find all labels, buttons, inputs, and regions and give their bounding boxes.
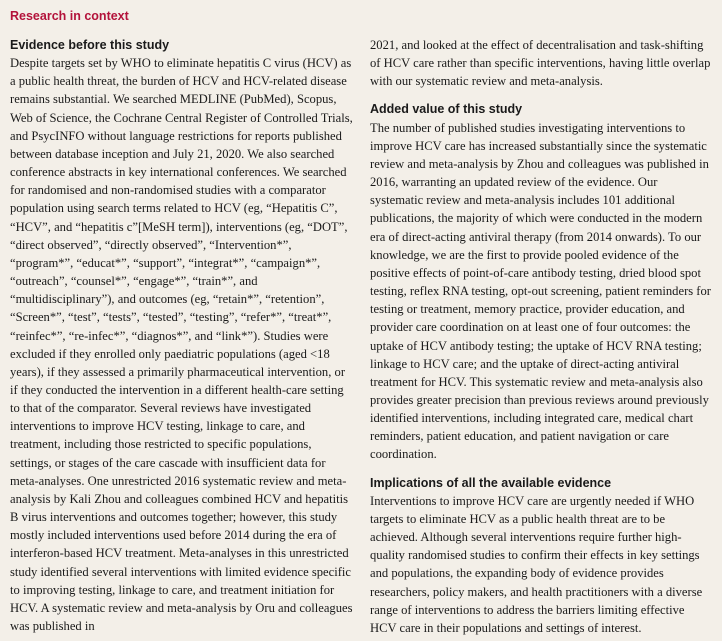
evidence-before-heading: Evidence before this study [10,38,170,52]
section-spacer [370,464,712,474]
implications-text: Interventions to improve HCV care are urgently needed if WHO targets to eliminate HCV as a public health threat are to be achieved. Although several interventions require further high-quality randomised studies to confirm their effects in key settings and populations, the expanding body of evidence provides researchers, policy makers, and health practitioners with a diverse range of interventions to address the barriers limiting effective HCV care in their populations and settings of interest. [370,493,703,635]
evidence-before-text: Despite targets set by WHO to eliminate hepatitis C virus (HCV) as a public health threat, the burden of HCV and HCV-related disease remains substantial. We searched MEDLINE (PubMed), Scopus, Web of Science, the Cochrane Central Register of Controlled Trials, and PsycINFO without language restrictions for reports published between database inception and July 21, 2020. We also searched conference abstracts in key international conferences. We searched for randomised and non-randomised studies with a comparator population using search terms related to HCV (eg, “Hepatitis C”, “HCV”, and “hepatitis c”[MeSH term]), interventions (eg, “DOT”, “direct observed”, “directly observed”, “Intervention*”, “program*”, “educat*”, “support”, “integrat*”, “campaign*”, “outreach”, “counsel*”, “engage*”, “train*”, and “multidisciplinary”), and outcomes (eg, “retain*”, “retention”, “Screen*”, “test”, “tests”, “tested”, “testing”, “refer*”, “treat*”, “reinfec*”, “re-infec*”, “diagnos*”, and “link*”). Studies were excluded if they enrolled only paediatric populations (aged <18 years), if they assessed a primarily pharmaceutical intervention, or if they conducted the intervention in a different health-care setting to that of the comparator. Several reviews have investigated interventions to improve HCV testing, linkage to care, and treatment, including those restricted to specific populations, settings, or stages of the care cascade with insufficient data for meta-analyses. One unrestricted 2016 systematic review and meta-analysis by Kali Zhou and colleagues combined HCV and hepatitis B virus interventions and outcomes together; however, this study mostly included interventions used before 2014 during the era of interferon-based HCV treatment. Meta-analyses in this unrestricted study identified several interventions with limited evidence specific to improving testing, linkage to care, and treatment initiation for HCV. A systematic review and meta-analysis by Oru and colleagues was published in [10,56,353,633]
implications-heading: Implications of all the available evidence [370,475,612,490]
added-value-text: The number of published studies investigating interventions to improve HCV care has increased substantially since the systematic review and meta-analysis by Zhou and colleagues was published in 2016, warranting an updated review of the evidence. Our systematic review and meta-analysis includes 101 additional publications, the majority of which were conducted in the modern era of direct-acting antiviral therapy (from 2014 onwards). To our knowledge, we are the first to provide pooled evidence of the positive effects of point-of-care antibody testing, dried blood spot testing, reflex RNA testing, opt-out screening, patient reminders for testing or treatment, memory practice, provider education, and provider care coordination on at least one of four outcomes: the uptake of HCV antibody testing; the uptake of HCV RNA testing; linkage to HCV care; and the uptake of direct-acting antiviral treatment for HCV. This systematic review and meta-analysis also provides greater precision than previous reviews around previously identified interventions, including integrated care, medical chart reminders, patient education, and patient navigation or care coordination. [370,120,711,462]
added-value-heading: Added value of this study [370,102,523,117]
right-column [370,36,712,637]
left-column [10,36,354,635]
section-spacer [370,90,712,100]
evidence-before-continuation: 2021, and looked at the effect of decentralisation and task-shifting of HCV care rather than specific interventions, having little overlap with our systematic review and meta-analysis. [370,38,711,89]
panel-title: Research in context [10,9,129,23]
